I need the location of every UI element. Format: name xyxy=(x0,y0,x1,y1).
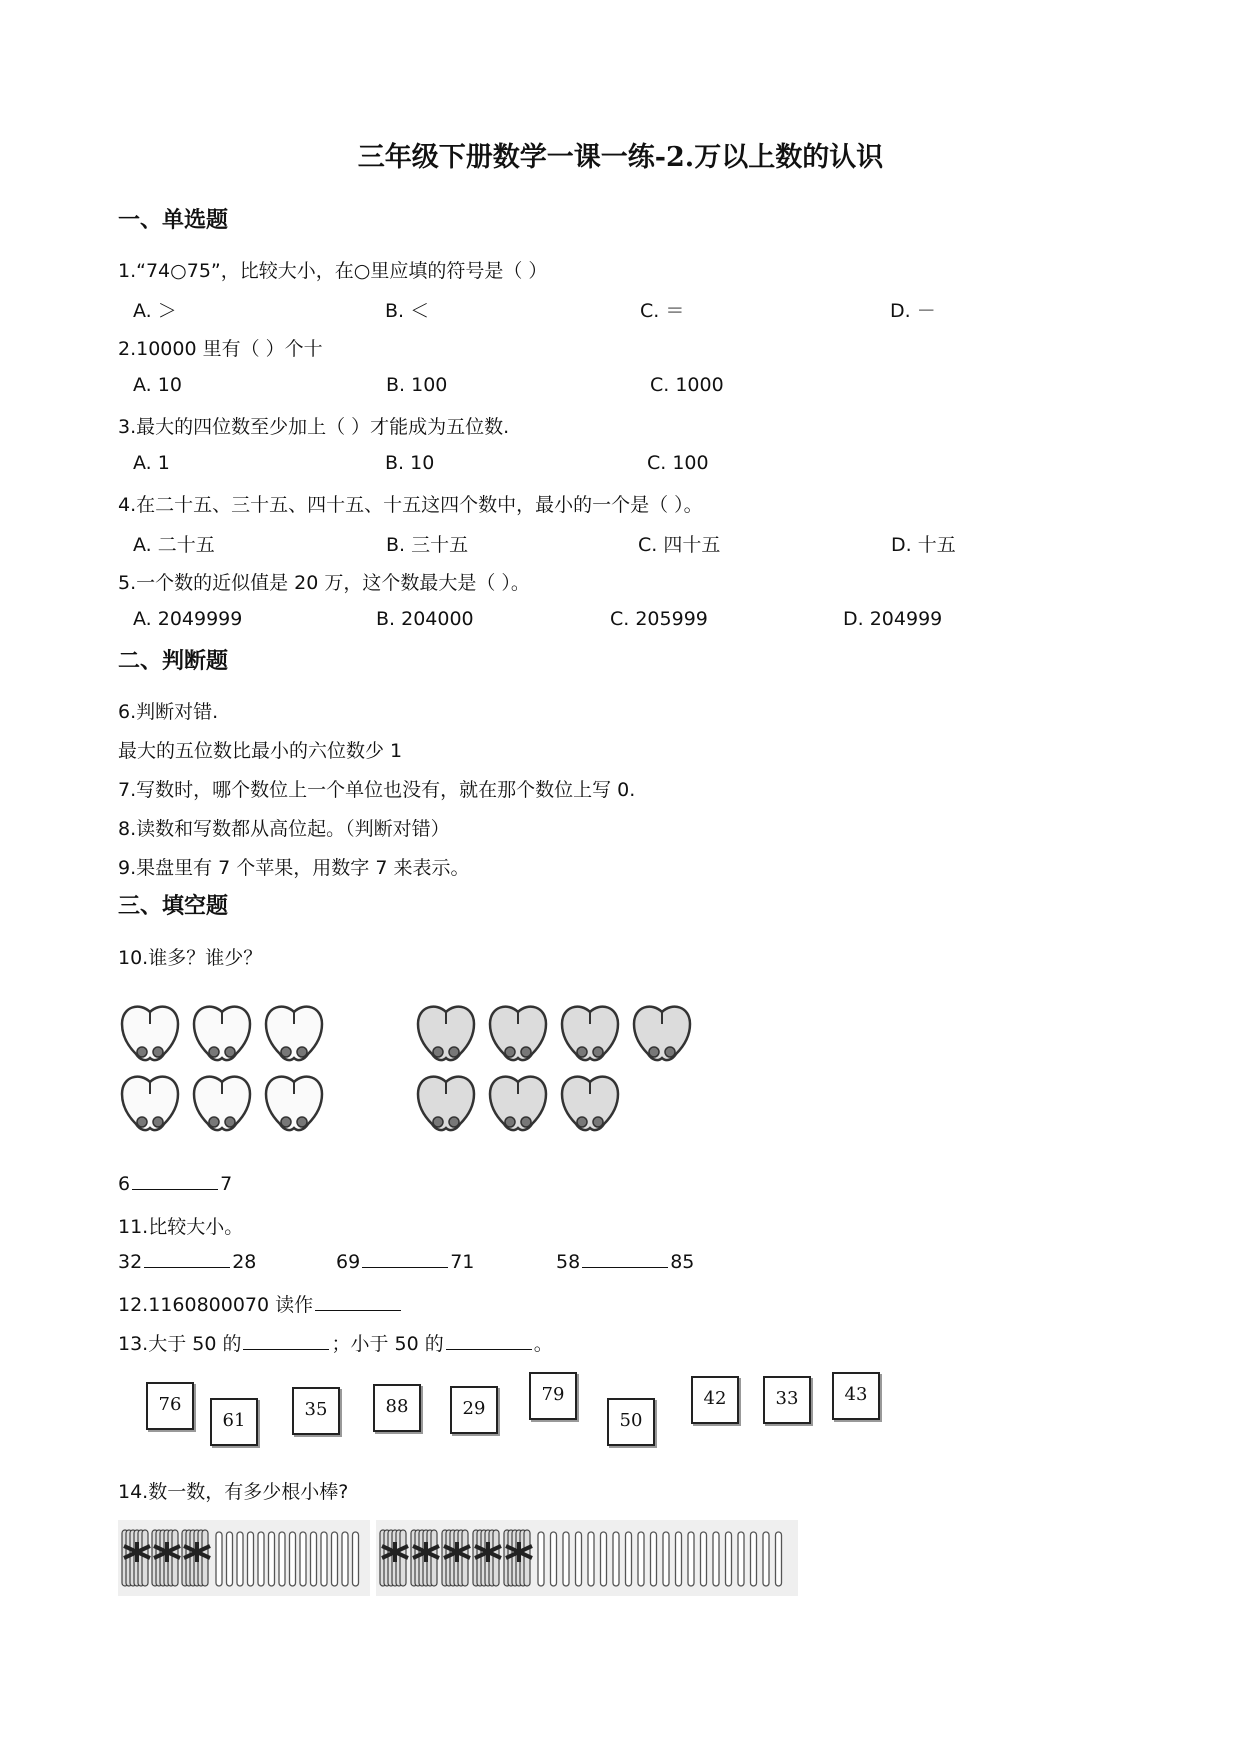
q11-p1-left: 32 xyxy=(118,1251,143,1273)
q13-pre: 13.大于 50 的 xyxy=(118,1333,242,1355)
apple-icon xyxy=(266,1077,322,1130)
stick-icon xyxy=(563,1532,569,1586)
number-card: 43 xyxy=(832,1372,880,1420)
stick-icon xyxy=(258,1532,264,1586)
q5-option-c[interactable]: C. 205999 xyxy=(610,608,708,630)
q1-option-a[interactable]: A. ＞ xyxy=(133,300,177,322)
number-card: 50 xyxy=(607,1398,655,1446)
stick-icon xyxy=(676,1532,682,1586)
q10-blank[interactable] xyxy=(132,1188,218,1190)
q10-left-number: 6 xyxy=(118,1173,131,1195)
q11-blank-2[interactable] xyxy=(362,1266,448,1268)
number-card: 42 xyxy=(691,1376,739,1424)
stick-icon xyxy=(216,1532,222,1586)
stick-icon xyxy=(638,1532,644,1586)
stick-icon xyxy=(538,1532,544,1586)
number-card: 61 xyxy=(210,1398,258,1446)
question-7: 7.写数时，哪个数位上一个单位也没有，就在那个数位上写 0. xyxy=(118,779,636,801)
stick-icon xyxy=(726,1532,732,1586)
q13-blank-1[interactable] xyxy=(243,1348,329,1350)
apple-icon xyxy=(122,1077,178,1130)
left-apple-group xyxy=(122,1007,322,1130)
section-heading-fill-blank: 三、填空题 xyxy=(118,893,229,919)
stick-icon xyxy=(321,1532,327,1586)
stick-icon xyxy=(626,1532,632,1586)
q3-option-a[interactable]: A. 1 xyxy=(133,452,170,474)
q11-blank-3[interactable] xyxy=(582,1266,668,1268)
q1-option-b[interactable]: B. ＜ xyxy=(385,300,430,322)
q11-p2-right: 71 xyxy=(450,1251,475,1273)
apple-icon xyxy=(418,1077,474,1130)
stick-icon xyxy=(300,1532,306,1586)
stick-icon xyxy=(713,1532,719,1586)
number-card: 29 xyxy=(450,1386,498,1434)
q11-p3-left: 58 xyxy=(556,1251,581,1273)
page-title: 三年级下册数学一课一练-2.万以上数的认识 xyxy=(357,142,884,173)
q4-option-c[interactable]: C. 四十五 xyxy=(638,534,721,556)
stick-icon xyxy=(551,1532,557,1586)
q13-mid: ；小于 50 的 xyxy=(331,1333,444,1355)
right-apple-group xyxy=(418,1007,690,1130)
question-6: 6.判断对错. xyxy=(118,701,219,723)
stick-bundle-icon xyxy=(442,1530,470,1586)
q11-blank-1[interactable] xyxy=(144,1266,230,1268)
stick-icon xyxy=(763,1532,769,1586)
stick-icon xyxy=(588,1532,594,1586)
number-card: 33 xyxy=(763,1376,811,1424)
apple-icon xyxy=(194,1077,250,1130)
stick-icon xyxy=(227,1532,233,1586)
stick-icon xyxy=(237,1532,243,1586)
stick-icon xyxy=(311,1532,317,1586)
question-12 xyxy=(118,1290,403,1317)
stick-icon xyxy=(613,1532,619,1586)
question-11: 11.比较大小。 xyxy=(118,1216,244,1238)
q4-option-a[interactable]: A. 二十五 xyxy=(133,534,215,556)
stick-icon xyxy=(738,1532,744,1586)
apple-icon xyxy=(122,1007,178,1060)
stick-bundle-icon xyxy=(152,1530,180,1586)
stick-icon xyxy=(663,1532,669,1586)
stick-icon xyxy=(342,1532,348,1586)
stick-icon xyxy=(576,1532,582,1586)
question-8: 8.读数和写数都从高位起。（判断对错） xyxy=(118,818,450,840)
stick-bundle-icon xyxy=(122,1530,150,1586)
stick-icon xyxy=(701,1532,707,1586)
question-5: 5.一个数的近似值是 20 万，这个数最大是（ ）。 xyxy=(118,572,530,594)
q5-option-b[interactable]: B. 204000 xyxy=(376,608,474,630)
section-heading-true-false: 二、判断题 xyxy=(118,648,229,674)
q11-pair-2 xyxy=(336,1251,474,1273)
number-card: 35 xyxy=(292,1387,340,1435)
question-3: 3.最大的四位数至少加上（ ）才能成为五位数. xyxy=(118,416,510,438)
section-heading-single-choice: 一、单选题 xyxy=(118,207,229,233)
left-sticks-group xyxy=(122,1530,359,1586)
question-14: 14.数一数，有多少根小棒? xyxy=(118,1481,349,1503)
q5-option-a[interactable]: A. 2049999 xyxy=(133,608,243,630)
stick-bundle-icon xyxy=(380,1530,408,1586)
q10-right-number: 7 xyxy=(220,1173,233,1195)
stick-bundle-icon xyxy=(473,1530,501,1586)
number-card: 88 xyxy=(373,1384,421,1432)
stick-icon xyxy=(269,1532,275,1586)
q2-option-a[interactable]: A. 10 xyxy=(133,374,182,396)
q2-option-c[interactable]: C. 1000 xyxy=(650,374,724,396)
q13-post: 。 xyxy=(533,1333,553,1355)
q11-pair-3 xyxy=(556,1251,694,1273)
q1-option-d[interactable]: D. － xyxy=(890,300,936,322)
apple-icon xyxy=(634,1007,690,1060)
q13-blank-2[interactable] xyxy=(446,1348,532,1350)
apple-icon xyxy=(418,1007,474,1060)
apple-icon xyxy=(562,1077,618,1130)
number-card: 76 xyxy=(146,1382,194,1430)
stick-icon xyxy=(776,1532,782,1586)
q12-blank[interactable] xyxy=(315,1309,401,1311)
stick-icon xyxy=(290,1532,296,1586)
question-9: 9.果盘里有 7 个苹果，用数字 7 来表示。 xyxy=(118,857,470,879)
stick-icon xyxy=(751,1532,757,1586)
question-10-answer xyxy=(118,1173,232,1195)
q11-p3-right: 85 xyxy=(670,1251,695,1273)
stick-icon xyxy=(353,1532,359,1586)
stick-bundle-icon xyxy=(182,1530,210,1586)
q11-p1-right: 28 xyxy=(232,1251,257,1273)
stick-bundle-icon xyxy=(504,1530,532,1586)
stick-icon xyxy=(651,1532,657,1586)
stick-icon xyxy=(279,1532,285,1586)
apple-icon xyxy=(490,1077,546,1130)
question-4: 4.在二十五、三十五、四十五、十五这四个数中，最小的一个是（ ）。 xyxy=(118,494,703,516)
question-1: 1.“74○75”，比较大小，在○里应填的符号是（ ） xyxy=(118,260,548,282)
q4-option-d[interactable]: D. 十五 xyxy=(891,534,956,556)
sticks-illustration xyxy=(118,1520,798,1596)
stick-icon xyxy=(332,1532,338,1586)
q12-text: 12.1160800070 读作 xyxy=(118,1294,314,1316)
apples-illustration xyxy=(118,1000,718,1150)
q3-option-b[interactable]: B. 10 xyxy=(385,452,435,474)
question-2: 2.10000 里有（ ）个十 xyxy=(118,338,323,360)
number-cards xyxy=(146,1372,906,1462)
apple-icon xyxy=(490,1007,546,1060)
stick-icon xyxy=(688,1532,694,1586)
q3-option-c[interactable]: C. 100 xyxy=(647,452,709,474)
apple-icon xyxy=(266,1007,322,1060)
q2-option-b[interactable]: B. 100 xyxy=(386,374,448,396)
q1-option-c[interactable]: C. ＝ xyxy=(640,300,685,322)
q4-option-b[interactable]: B. 三十五 xyxy=(386,534,469,556)
q11-p2-left: 69 xyxy=(336,1251,361,1273)
q11-pair-1 xyxy=(118,1251,256,1273)
apple-icon xyxy=(194,1007,250,1060)
stick-bundle-icon xyxy=(411,1530,439,1586)
question-13 xyxy=(118,1329,553,1356)
question-6-statement: 最大的五位数比最小的六位数少 1 xyxy=(118,740,403,762)
q5-option-d[interactable]: D. 204999 xyxy=(843,608,943,630)
stick-icon xyxy=(248,1532,254,1586)
number-card: 79 xyxy=(529,1372,577,1420)
apple-icon xyxy=(562,1007,618,1060)
stick-icon xyxy=(601,1532,607,1586)
question-10: 10.谁多？谁少？ xyxy=(118,947,263,969)
